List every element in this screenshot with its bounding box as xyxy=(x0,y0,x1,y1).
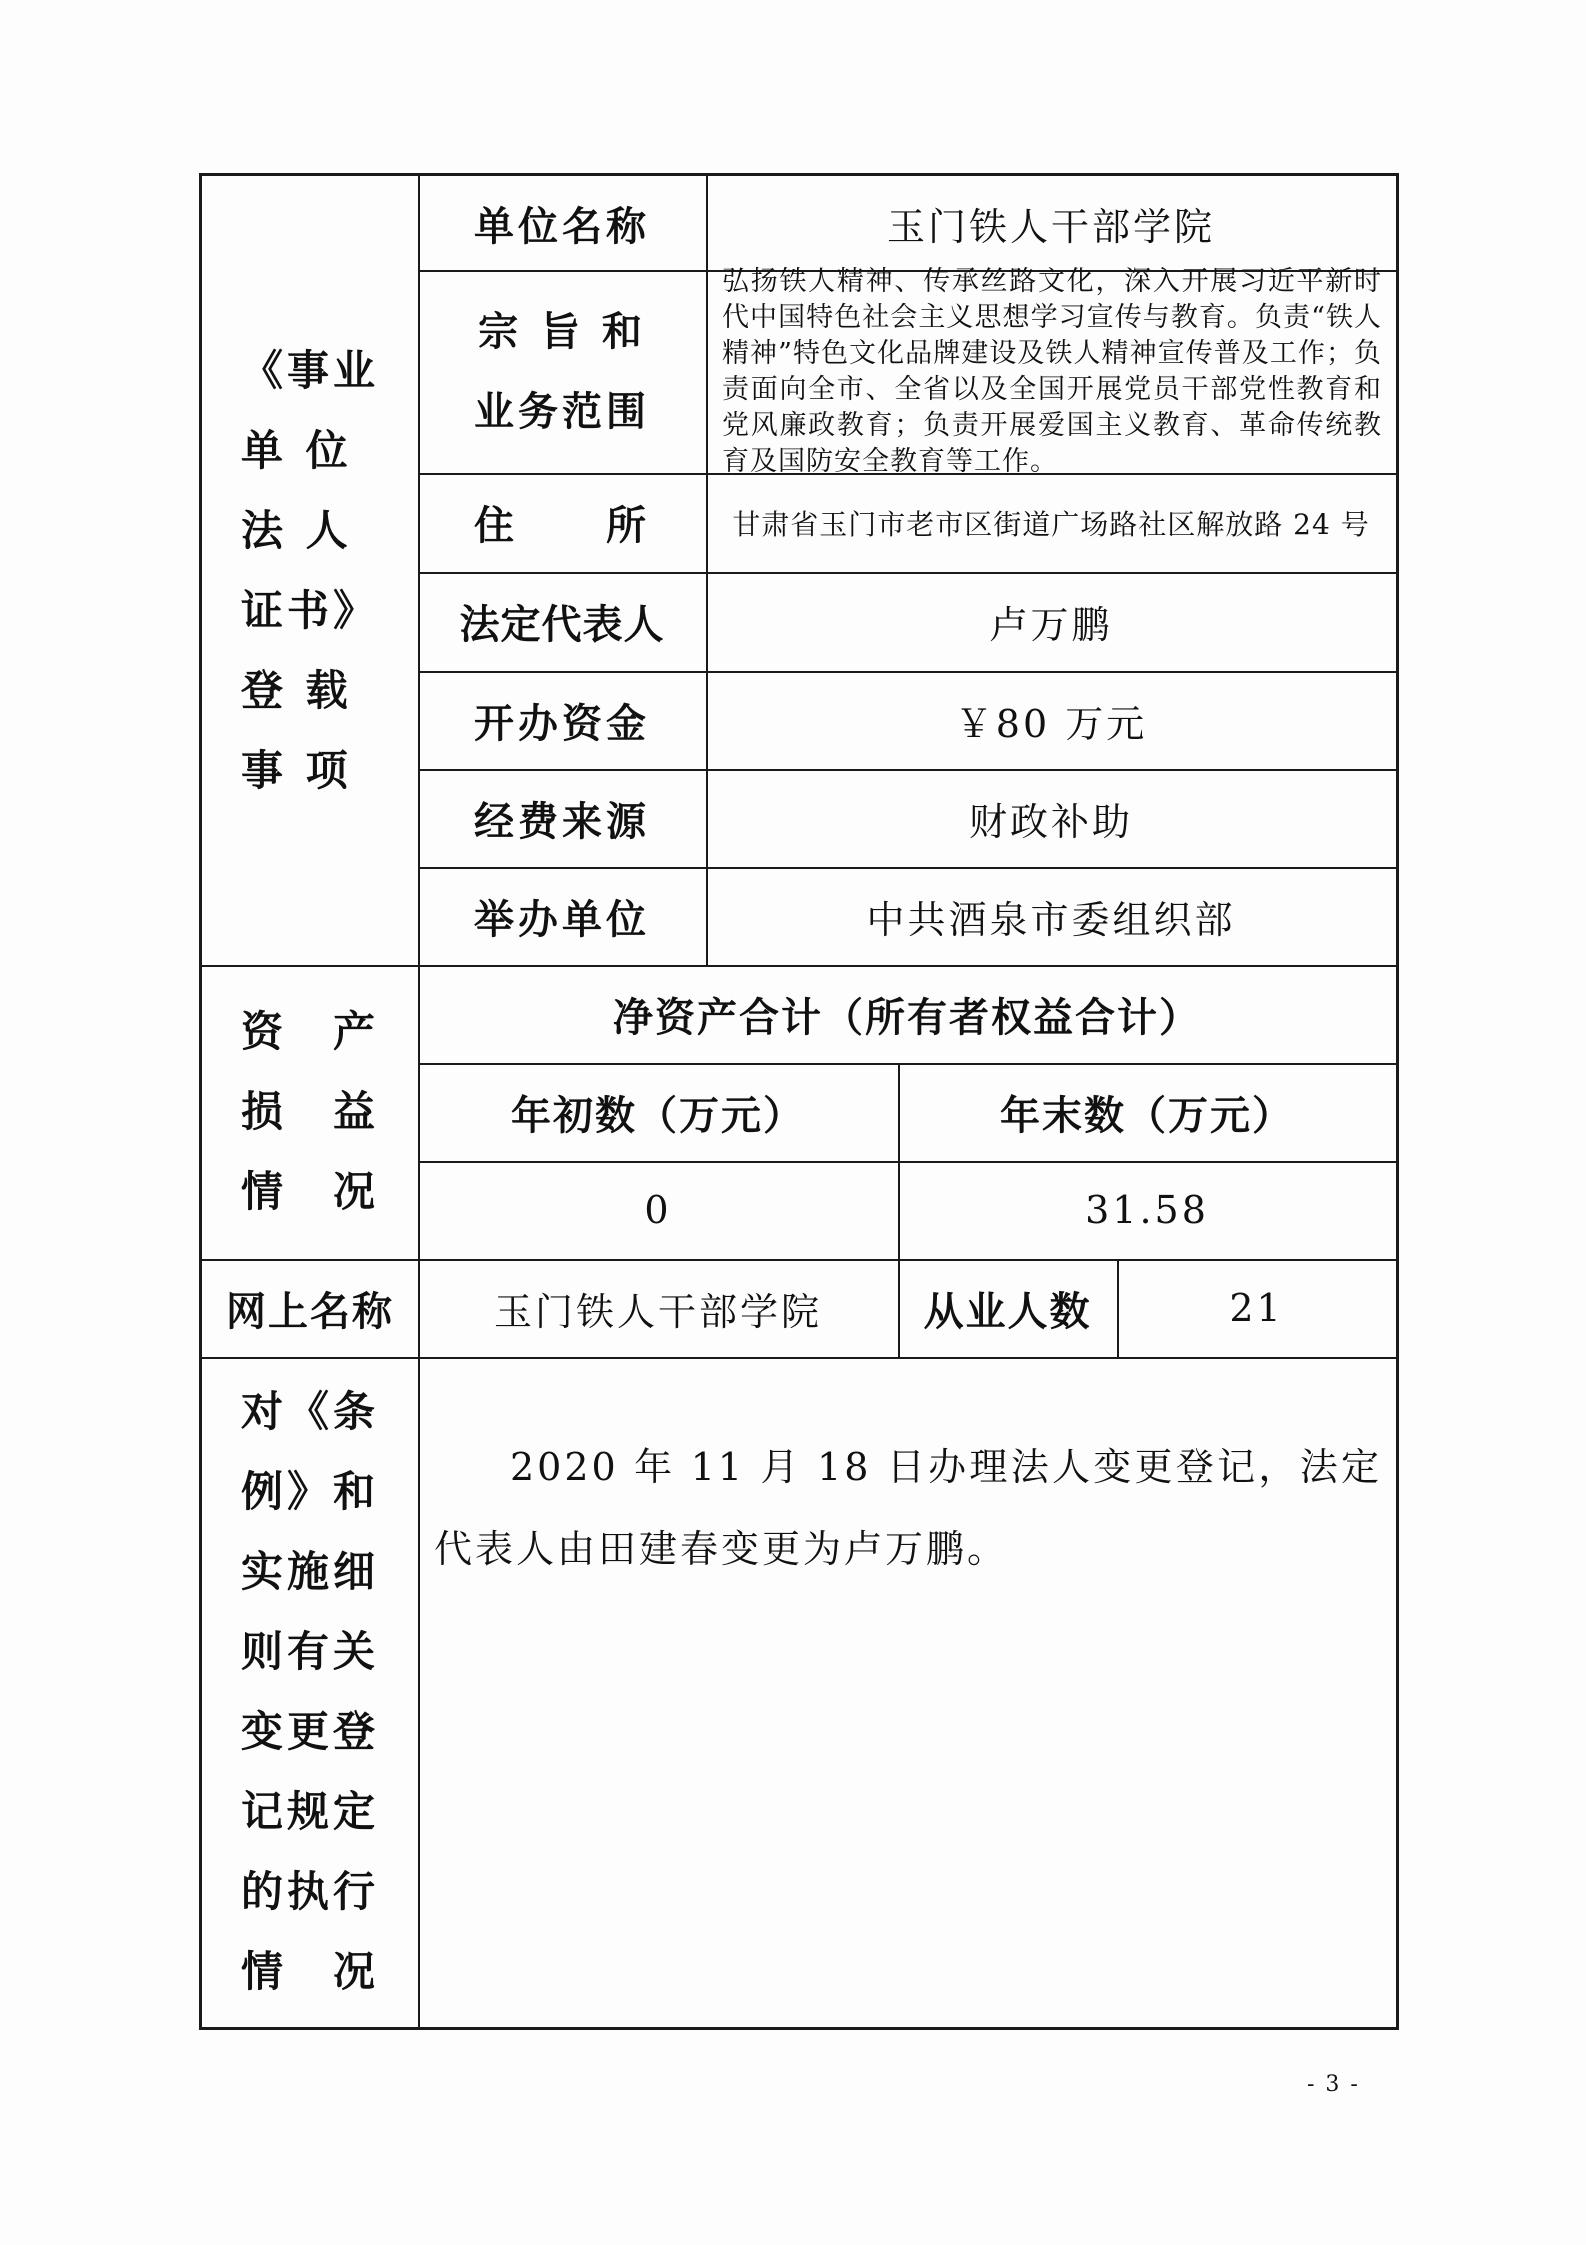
regulation-label-line: 记规定 xyxy=(240,1787,379,1836)
capital-label: 开办资金 xyxy=(474,699,650,747)
unit-name-label: 单位名称 xyxy=(474,202,650,250)
regulation-label-line: 例》和 xyxy=(240,1467,379,1516)
staff-label: 从业人数 xyxy=(923,1287,1092,1335)
year-end-header: 年末数（万元） xyxy=(1000,1091,1294,1139)
address-label: 住 所 xyxy=(474,502,650,549)
scope-label-line: 宗 旨 和 xyxy=(478,307,646,355)
scope-label xyxy=(418,270,706,473)
regulation-label-line: 则有关 xyxy=(240,1627,379,1676)
certificate-label-line: 登 载 xyxy=(240,665,352,715)
year-end-value: 31.58 xyxy=(1085,1188,1209,1232)
net-assets-header: 净资产合计（所有者权益合计） xyxy=(613,993,1201,1041)
page-number: - 3 - xyxy=(1307,2072,1360,2097)
online-name-value: 玉门铁人干部学院 xyxy=(493,1289,822,1334)
assets-label-line: 损 益 xyxy=(240,1087,379,1136)
certificate-label-line: 证书》 xyxy=(240,585,379,635)
scope-value-cell xyxy=(706,265,1396,477)
assets-section-label xyxy=(202,965,418,1259)
year-start-value: 0 xyxy=(644,1188,672,1232)
certificate-section-label xyxy=(202,176,418,965)
scope-label-line: 业务范围 xyxy=(474,387,650,435)
regulation-label-line: 的执行 xyxy=(240,1867,379,1916)
capital-value: ￥80 万元 xyxy=(954,701,1148,746)
legal-rep-value: 卢万鹏 xyxy=(989,603,1113,647)
staff-value: 21 xyxy=(1229,1286,1284,1330)
scope-value: 弘扬铁人精神、传承丝路文化，深入开展习近平新时代中国特色社会主义思想学习宣传与教育。负责“铁人精神”特色文化品牌建设及铁人精神宣传普及工作；负责面向全市、全省以及全国开展党员干部党性教育和党风廉政教育；负责开展爱国主义教育、革命传统教育及国防安全教育等工作。 xyxy=(722,265,1382,477)
regulation-section-label xyxy=(202,1357,418,2027)
certificate-label-line: 事 项 xyxy=(240,745,352,795)
sponsor-label: 举办单位 xyxy=(474,895,650,943)
year-start-header: 年初数（万元） xyxy=(511,1091,805,1139)
certificate-label-line: 《事业 xyxy=(240,345,379,395)
regulation-content-cell xyxy=(434,1426,1382,1590)
unit-name-value: 玉门铁人干部学院 xyxy=(886,204,1215,249)
assets-label-line: 情 况 xyxy=(240,1167,379,1216)
registration-table xyxy=(199,173,1399,2030)
regulation-content: 2020 年 11 月 18 日办理法人变更登记，法定代表人由田建春变更为卢万鹏。 xyxy=(434,1445,1382,1571)
regulation-label-line: 实施细 xyxy=(240,1547,379,1596)
regulation-label-line: 变更登 xyxy=(240,1707,379,1756)
regulation-label-line: 对《条 xyxy=(240,1387,379,1436)
assets-label-line: 资 产 xyxy=(240,1007,379,1056)
address-value: 甘肃省玉门市老市区街道广场路社区解放路 24 号 xyxy=(732,507,1370,541)
certificate-label-line: 单 位 xyxy=(240,425,352,475)
funding-label: 经费来源 xyxy=(474,797,650,845)
certificate-label-line: 法 人 xyxy=(240,505,352,555)
funding-value: 财政补助 xyxy=(968,799,1133,844)
legal-rep-label: 法定代表人 xyxy=(459,601,665,648)
online-name-label: 网上名称 xyxy=(226,1287,394,1335)
sponsor-value: 中共酒泉市委组织部 xyxy=(866,897,1236,942)
regulation-label-line: 情 况 xyxy=(240,1947,379,1996)
